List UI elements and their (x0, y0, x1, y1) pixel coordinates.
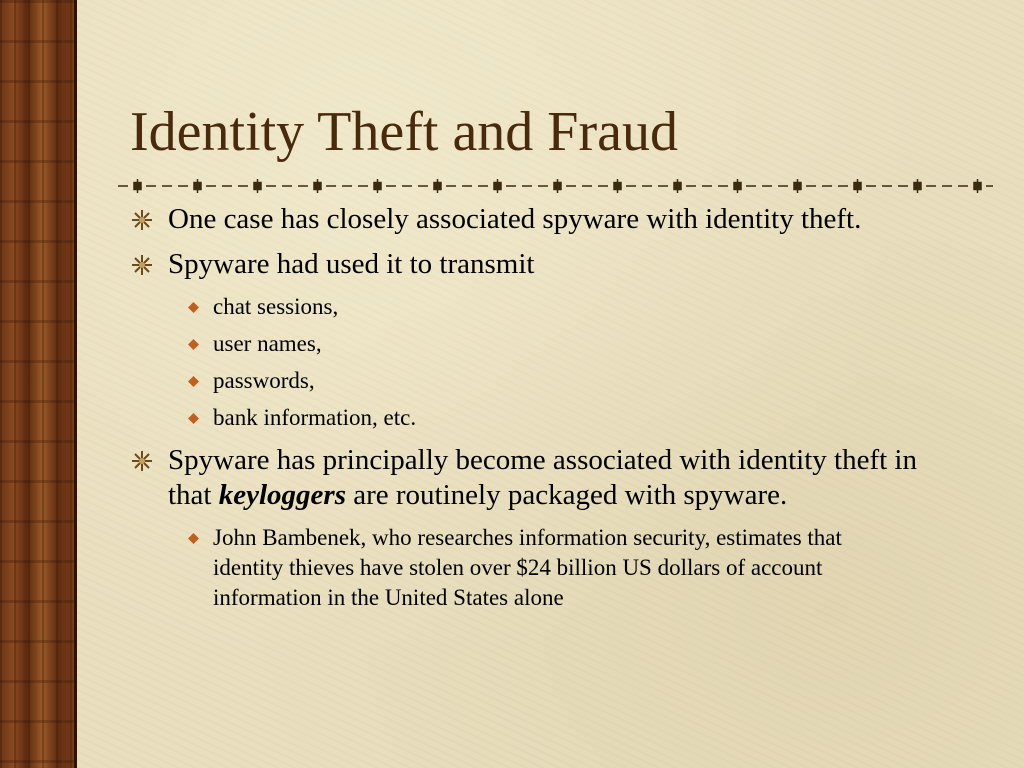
keyloggers-emphasis: keyloggers (218, 479, 346, 511)
bullet-2-sublist (128, 292, 998, 433)
bullet-3 (128, 443, 948, 513)
sub-bullet (128, 403, 998, 433)
sub-bullet-text: chat sessions, (213, 294, 339, 319)
bullet-3-sublist (128, 523, 998, 613)
star-burst-icon (131, 450, 153, 472)
bullet-3-text-start: Spyware has principally become associated with identity theft in that (168, 444, 917, 511)
star-burst-icon (131, 254, 153, 276)
diamond-icon (188, 533, 199, 544)
sub-bullet-text: John Bambenek, who researches information security, estimates that identity thieves have stolen over $24 billion US dollars of account information in the United States alone (213, 525, 842, 610)
bullet-1 (128, 202, 998, 237)
bullet-3-text-end: are routinely packaged with spyware. (346, 479, 788, 511)
bullet-1-text: One case has closely associated spyware with identity theft. (168, 203, 862, 235)
bullet-2-text: Spyware had used it to transmit (168, 248, 535, 280)
sub-bullet (128, 523, 893, 613)
slide-body (128, 202, 998, 623)
sub-bullet (128, 366, 998, 396)
diamond-icon (188, 376, 199, 387)
bullet-2 (128, 247, 998, 282)
sub-bullet (128, 329, 998, 359)
sub-bullet-text: passwords, (213, 368, 315, 393)
slide-title: Identity Theft and Fraud (130, 101, 678, 163)
star-burst-icon (131, 209, 153, 231)
sub-bullet-text: user names, (213, 331, 322, 356)
diamond-icon (188, 302, 199, 313)
diamond-icon (188, 413, 199, 424)
diamond-icon (188, 339, 199, 350)
sub-bullet-text: bank information, etc. (213, 405, 417, 430)
wood-border (0, 0, 77, 768)
sub-bullet (128, 292, 998, 322)
title-divider (118, 176, 993, 196)
